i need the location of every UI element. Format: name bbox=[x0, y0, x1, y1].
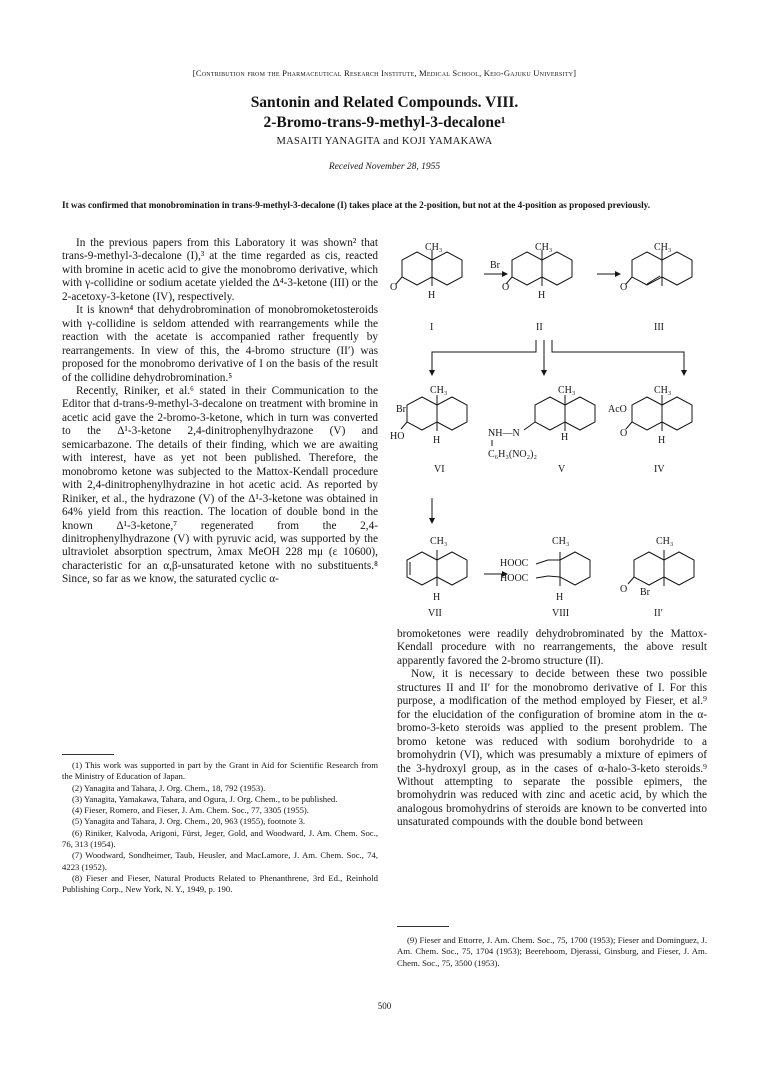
structure-III bbox=[620, 242, 692, 333]
hydrazone-label: NH—N bbox=[488, 428, 520, 439]
methyl-label: CH₃ bbox=[430, 385, 448, 396]
acetoxy-label: AcO bbox=[608, 404, 627, 415]
footnote: (3) Yanagita, Yamakawa, Tahara, and Ogura, J. Org. Chem., to be published. bbox=[72, 793, 338, 804]
carbonyl-o-label: O bbox=[390, 282, 398, 293]
contribution-header: [Contribution from the Pharmaceutical Research Institute, Medical School, Keio-Gajuku University] bbox=[192, 68, 577, 78]
methyl-label: CH₃ bbox=[654, 242, 672, 253]
paper-title-line-1: Santonin and Related Compounds. VIII. bbox=[250, 94, 519, 111]
hydrogen-label: H bbox=[428, 290, 436, 301]
received-date: Received November 28, 1955 bbox=[328, 162, 441, 172]
footnote: (4) Fieser, Romero, and Fieser, J. Am. Chem. Soc., 77, 3305 (1955). bbox=[72, 805, 309, 816]
hydroxyl-label: HO bbox=[390, 431, 405, 442]
branch-arrows bbox=[432, 340, 684, 370]
bromo-label: Br bbox=[490, 260, 500, 271]
footnotes-right bbox=[397, 935, 707, 969]
carbonyl-o-label: O bbox=[502, 282, 510, 293]
compound-label-III: III bbox=[654, 322, 664, 333]
footnote: (6) Riniker, Kalvoda, Arigoni, Fürst, Jeger, Gold, and Woodward, J. Am. Chem. Soc., 76, 313 (1954). bbox=[62, 827, 378, 850]
carbonyl-o-label: O bbox=[620, 282, 628, 293]
structure-IIp bbox=[620, 536, 694, 619]
footnote: (2) Yanagita and Tahara, J. Org. Chem., 18, 792 (1953). bbox=[72, 782, 266, 793]
body-paragraph: In the previous papers from this Laboratory it was shown² that trans-9-methyl-3-decalone (I),³ at the time regarded as cis, reacted with bromine in acetic acid to give the monobromo derivative, which with γ-collidine or sodium acetate yielded the Δ⁴-3-ketone (III) or the 2-acetoxy-3-ketone (IV), respectively. bbox=[62, 237, 378, 303]
footnote: (7) Woodward, Sondheimer, Taub, Heusler, and MacLamore, J. Am. Chem. Soc., 74, 4223 (1952). bbox=[62, 850, 378, 872]
hydrogen-label: H bbox=[433, 592, 441, 603]
hydrogen-label: H bbox=[433, 435, 441, 446]
dinitrophenyl-label: C₆H₃(NO₂)₂ bbox=[488, 449, 537, 460]
compound-label-VIII: VIII bbox=[552, 608, 570, 619]
footnote: (5) Yanagita and Tahara, J. Org. Chem., 20, 963 (1955), footnote 3. bbox=[72, 816, 306, 827]
structure-VII bbox=[407, 536, 467, 619]
structure-IV bbox=[608, 385, 692, 475]
footnote: (9) Fieser and Ettorre, J. Am. Chem. Soc., 75, 1700 (1953); Fieser and Dominguez, J. Am. Chem. Soc., 75, 1704 (1953); Beereboom, Djerassi, Ginsburg, and Fieser, J. Am. Chem. Soc., 75, 3500 (1953). bbox=[397, 935, 707, 968]
page-number: 500 bbox=[377, 1001, 392, 1011]
arrow-head bbox=[615, 271, 621, 277]
arrow-head bbox=[681, 370, 687, 376]
body-right-column bbox=[397, 628, 707, 830]
methyl-label: CH₃ bbox=[656, 536, 674, 547]
body-paragraph: bromoketones were readily dehydrobrominated by the Mattox-Kendall procedure with no rearrangements, the above result apparently favored the 2-bromo structure (II). bbox=[397, 628, 707, 667]
paper-title-line-2: 2-Bromo-trans-9-methyl-3-decalone¹ bbox=[263, 114, 506, 131]
methyl-label: CH₃ bbox=[425, 242, 443, 253]
structure-II bbox=[490, 242, 572, 333]
bromo-label: Br bbox=[640, 587, 650, 598]
hydrogen-label: H bbox=[556, 592, 564, 603]
arrow-head bbox=[541, 370, 547, 376]
body-paragraph: It is known⁴ that dehydrobromination of monobromoketosteroids with γ-collidine is seldom attended with rearrangements while the reaction with the acetate is accompanied rather frequently by rearrangements. In view of this, the 4-bromo structure (II′) was proposed for the monobromo derivative of I on the basis of the result of the collidine dehydrobromination.⁵ bbox=[62, 304, 378, 384]
structure-VIII bbox=[500, 536, 590, 619]
authors: MASAITI YANAGITA and KOJI YAMAKAWA bbox=[276, 136, 493, 147]
reaction-scheme bbox=[392, 240, 710, 626]
structure-I bbox=[390, 242, 462, 333]
footnote: (1) This work was supported in part by the Grant in Aid for Scientific Research from the Ministry of Education of Japan. bbox=[62, 760, 378, 782]
methyl-label: CH₃ bbox=[535, 242, 553, 253]
compound-label-VII: VII bbox=[428, 608, 442, 619]
carbonyl-o-label: O bbox=[620, 584, 628, 595]
footnote-divider bbox=[397, 926, 449, 927]
compound-label-VI: VI bbox=[434, 464, 445, 475]
bromo-label: Br bbox=[396, 404, 406, 415]
structure-VI bbox=[390, 385, 467, 475]
compound-label-I: I bbox=[430, 322, 434, 333]
methyl-label: CH₃ bbox=[558, 385, 576, 396]
methyl-label: CH₃ bbox=[552, 536, 570, 547]
abstract: It was confirmed that monobromination in trans-9-methyl-3-decalone (I) takes place at the 2-position, but not at the 4-position as proposed previously. bbox=[62, 200, 651, 210]
hydrogen-label: H bbox=[561, 432, 569, 443]
arrow-head bbox=[429, 370, 435, 376]
footnotes-left bbox=[62, 760, 378, 896]
compound-label-V: V bbox=[558, 464, 566, 475]
arrow-head bbox=[429, 518, 435, 524]
compound-label-IV: IV bbox=[654, 464, 665, 475]
methyl-label: CH₃ bbox=[430, 536, 448, 547]
structure-V bbox=[488, 385, 595, 475]
footnote: (8) Fieser and Fieser, Natural Products Related to Phenanthrene, 3rd Ed., Reinhold Publishing Corp., New York, N. Y., 1949, p. 190. bbox=[62, 872, 378, 895]
body-paragraph: Recently, Riniker, et al.⁶ stated in their Communication to the Editor that d-trans-9-methyl-3-decalone on treatment with bromine in acetic acid gave the 2-bromo-3-ketone, which in turn was converted to the Δ¹-3-ketone 2,4-dinitrophenylhydrazone (V) and semicarbazone. The details of their finding, which we are awaiting with interest, have as yet not been published. Therefore, the monobromo ketone was subjected to the Mattox-Kendall procedure with 2,4-dinitrophenylhydrazine in hot acetic acid. As reported by Riniker, et al., the hydrazone (V) of the Δ¹-3-ketone was obtained in 64% yield from this reaction. The location of double bond in the known Δ¹-3-ketone,⁷ regenerated from the 2,4-dinitrophenylhydrazone (V) with pyruvic acid, was supported by the ultraviolet absorption spectrum, λmax MeOH 228 mμ (ε 10600), characteristic for an α,β-unsaturated ketone with no substituents.⁸ Since, so far as we know, the saturated cyclic α- bbox=[62, 384, 378, 586]
arrow-head bbox=[502, 271, 508, 277]
carboxyl-label: HOOC bbox=[500, 558, 529, 569]
footnote-divider bbox=[62, 754, 114, 755]
carboxyl-label: HOOC bbox=[500, 573, 529, 584]
carbonyl-o-label: O bbox=[620, 428, 628, 439]
compound-label-IIp: II′ bbox=[654, 608, 663, 619]
hydrogen-label: H bbox=[658, 435, 666, 446]
hydrogen-label: H bbox=[538, 290, 546, 301]
body-left-column bbox=[62, 237, 378, 587]
body-paragraph: Now, it is necessary to decide between these two possible structures II and II′ for the monobromo derivative of I. For this purpose, a modification of the method employed by Fieser, et al.⁹ for the elucidation of the configuration of bromine atom in the α-bromo-3-keto steroids was applied to the present problem. The bromo ketone was reduced with sodium borohydride to a bromohydrin (VI), which was presumably a mixture of epimers of the 3-hydroxyl group, as in the cases of α-halo-3-keto steroids.⁹ Without attempting to separate the possible epimers, the bromohydrin was reduced with zinc and acetic acid, by which the analogous bromohydrins of steroids are known to be converted into unsaturated compounds with the double bond between bbox=[397, 668, 707, 829]
compound-label-II: II bbox=[536, 322, 543, 333]
methyl-label: CH₃ bbox=[654, 385, 672, 396]
